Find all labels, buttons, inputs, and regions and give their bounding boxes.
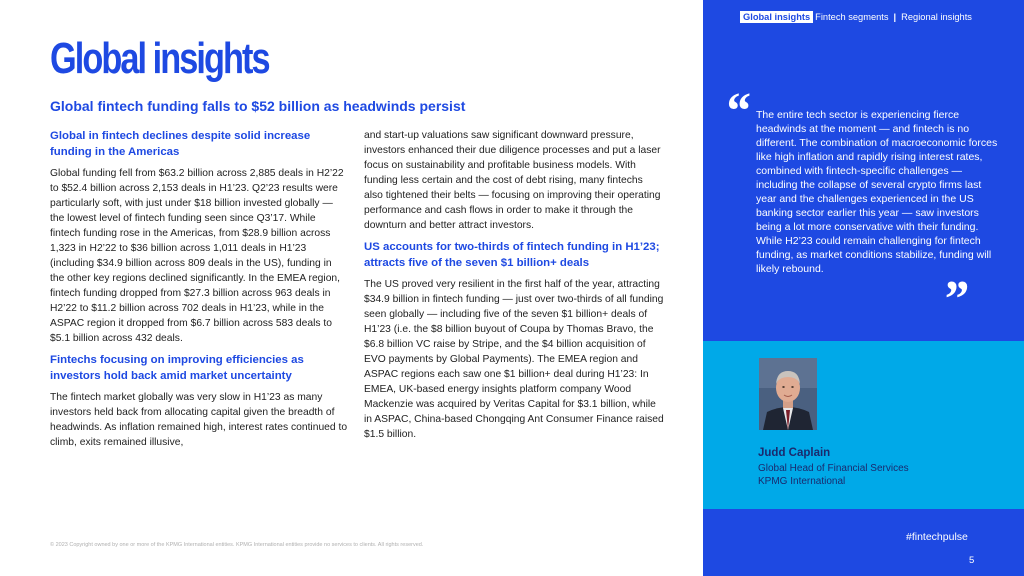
footer-panel (703, 509, 1024, 576)
nav-tab-global-insights[interactable]: Global insights (740, 11, 813, 23)
quote-close-icon: ” (942, 271, 968, 328)
nav-tab-fintech-segments[interactable]: Fintech segments (815, 12, 889, 22)
page-number: 5 (969, 555, 975, 566)
nav-separator: | (893, 12, 897, 22)
section-heading: US accounts for two-thirds of fintech funding in H1’23; attracts five of the seven $1 billion+ deals (364, 241, 660, 269)
section-heading: Fintechs focusing on improving efficiencies as investors hold back amid market uncertainty (50, 354, 304, 382)
section-heading: Global in fintech declines despite solid increase funding in the Americas (50, 130, 311, 158)
quote-open-icon: “ (724, 83, 750, 140)
body-paragraph: and start-up valuations saw significant downward pressure, investors enhanced their due diligence processes and put a laser focus on sustainability and profitable business models. With funding less certain and the cost of debt rising, many fintechs also tightened their belts — focusing on improving their operating performance and cash flows in order to make it through the downturn and better attract investors. (364, 130, 661, 231)
body-paragraph: Global funding fell from $63.2 billion across 2,885 deals in H2’22 to $52.4 billion across 2,153 deals in H1’23. Q2’23 results were particularly soft, with just under $18 billion invested globally — the lowest level of fintech funding seen since Q3’17. While fintech funding rose in the Americas, from $28.9 billion across 1,323 in H2’22 to $36 billion across 1,011 deals in H1’23 (including $34.9 billion across 809 deals in the US), funding in the other key regions declined significantly. In the EMEA region, fintech funding dropped from $27.3 billion across 963 deals in H2’22 to $11.2 billion across 702 deals in H1’23, while in the ASPAC region it dropped from $6.7 billion across 583 deals to $5.1 billion across 432 deals. (50, 168, 344, 344)
person-organization: KPMG International (758, 476, 846, 487)
person-title: Global Head of Financial Services (758, 463, 909, 474)
page-subtitle: Global fintech funding falls to $52 billion as headwinds persist (50, 98, 466, 114)
page-title: Global insights (50, 34, 269, 83)
text-column-left (50, 128, 348, 456)
person-role (758, 462, 909, 488)
body-paragraph: The fintech market globally was very slow in H1’23 as many investors held back from allocating capital given the breadth of headwinds. As inflation remained high, interest rates continued to climb, exits remained illusive, (50, 392, 348, 448)
avatar (759, 358, 817, 430)
nav-tab-regional-insights[interactable]: Regional insights (901, 12, 972, 22)
person-name: Judd Caplain (758, 447, 831, 459)
quote-text: The entire tech sector is experiencing fierce headwinds at the moment — and fintech is no different. The combination of macroeconomic forces like high inflation and rapidly rising interest rates, combined with fintech-specific challenges — including the collapse of several crypto firms last year and the challenges experienced in the US banking sector earlier this year — saw investors being a lot more conservative with their funding. While H2’23 could remain challenging for fintech funding, as market conditions stabilize, funding will likely rebound. (756, 109, 998, 275)
body-paragraph: The US proved very resilient in the first half of the year, attracting $34.9 billion in fintech funding — just over two-thirds of all funding seen globally — including five of the seven $1 billion+ deals of H1’23 (i.e. the $8 billion buyout of Coupa by Thomas Bravo, the $6.8 billion VC raise by Stripe, and the $4 billion acquisition of EVO payments by Global Payments). The EMEA region and ASPAC regions each saw one $1 billion+ deal during H1’23: In EMEA, UK-based energy insights platform company Wood Mackenzie was acquired by Veritas Capital for $3.1 billion, while in ASPAC, China-based Chongqing Ant Consumer Finance raised $1.5 billion. (364, 279, 664, 440)
copyright-notice: © 2023 Copyright owned by one or more of the KPMG International entities. KPMG International entities provide no services to clients. All rights reserved. (50, 542, 424, 548)
hashtag-label: #fintechpulse (906, 531, 968, 543)
text-column-middle (364, 128, 664, 448)
person-photo-icon (759, 358, 817, 430)
section-nav (740, 11, 974, 23)
